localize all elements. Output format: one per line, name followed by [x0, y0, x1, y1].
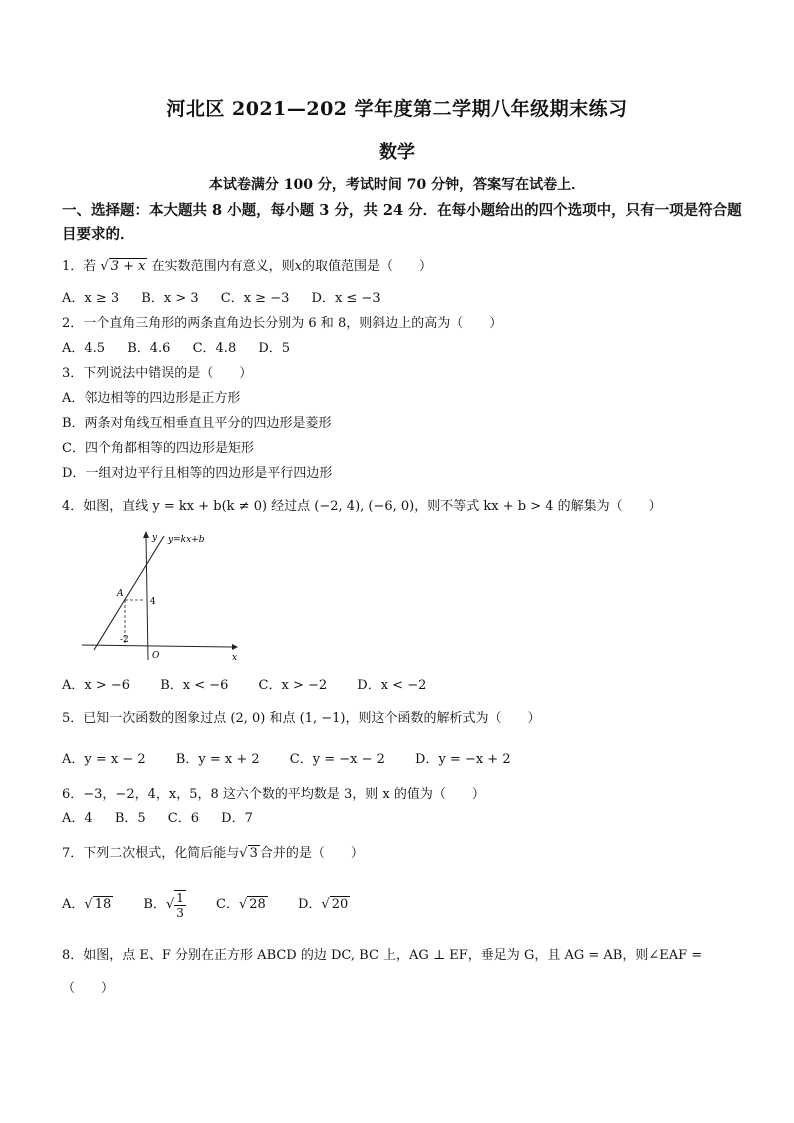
- question-4-stem: 4．如图，直线 y = kx + b(k ≠ 0) 经过点 (−2, 4), (−6, 0)，则不等式 kx + b > 4 的解集为（ ）: [62, 499, 662, 514]
- q1-radicand: 3 + x: [110, 259, 146, 274]
- option-a[interactable]: A．x > −6: [62, 678, 131, 693]
- option-a[interactable]: A．4.5: [62, 341, 106, 356]
- denominator: 3: [176, 905, 184, 920]
- option-d[interactable]: D．y = −x + 2: [415, 752, 511, 767]
- question-5-options: [62, 751, 529, 769]
- question-2-stem: 2．一个直角三角形的两条直角边长分别为 6 和 8，则斜边上的高为（ ）: [62, 316, 503, 331]
- q1-suffix: 在实数范围内有意义，则: [151, 259, 295, 274]
- option-d[interactable]: D．x < −2: [357, 678, 427, 693]
- y-axis-line: [146, 536, 148, 660]
- option-a-radicand: 18: [94, 897, 112, 912]
- question-1-stem: [62, 258, 432, 276]
- question-6-stem: 6．−3，−2，4，x，5，8 这六个数的平均数是 3，则 x 的值为（ ）: [62, 787, 485, 802]
- y-axis-arrow: [143, 531, 149, 538]
- option-d[interactable]: D．一组对边平行且相等的四边形是平行四边形: [62, 466, 333, 481]
- option-a[interactable]: A．x ≥ 3: [62, 291, 120, 306]
- option-b[interactable]: B．x < −6: [160, 678, 229, 693]
- x-axis-line: [82, 645, 232, 647]
- question-7-stem: [62, 845, 364, 863]
- q7-prefix: 7．下列二次根式，化简后能与: [62, 846, 240, 861]
- option-d[interactable]: D．5: [258, 341, 291, 356]
- section-heading: 一、选择题：本大题共 8 小题，每小题 3 分，共 24 分．在每小题给出的四个选项中，只有一项是符合题目要求的．: [62, 202, 742, 243]
- question-7-options: [62, 888, 368, 922]
- option-c[interactable]: C．y = −x − 2: [289, 752, 385, 767]
- option-letter: D．: [297, 897, 322, 912]
- q1-prefix: 1．若: [62, 259, 97, 274]
- question-6-options: [62, 810, 271, 828]
- option-letter: C．: [216, 897, 239, 912]
- x-tick-label: -2: [120, 635, 129, 645]
- q7-radicand: 3: [249, 846, 258, 861]
- exam-notice: 本试卷满分 100 分，考试时间 70 分钟，答案写在试卷上．: [208, 177, 586, 193]
- option-b[interactable]: B．4.6: [127, 341, 171, 356]
- option-b[interactable]: B．两条对角线互相垂直且平分的四边形是菱形: [62, 416, 332, 431]
- numerator: 1: [176, 890, 184, 905]
- option-b[interactable]: B．5: [114, 811, 146, 826]
- graph-line: [94, 536, 164, 650]
- fraction: [174, 890, 186, 920]
- question-3-stem: 3．下列说法中错误的是（ ）: [62, 366, 253, 381]
- exam-subject: 数学: [379, 142, 415, 163]
- line-label: y=kx+b: [168, 535, 205, 545]
- x-axis-arrow: [232, 644, 238, 650]
- option-letter: B．: [143, 897, 166, 912]
- y-axis-label: y: [152, 533, 158, 543]
- y-tick-label: 4: [150, 597, 156, 607]
- question-4-options: [62, 677, 444, 695]
- point-label: A: [117, 589, 124, 599]
- sqrt-symbol: √: [100, 259, 109, 274]
- option-d[interactable]: D．7: [221, 811, 253, 826]
- x-axis-label: x: [232, 653, 238, 663]
- option-c[interactable]: C．x > −2: [258, 678, 328, 693]
- option-c[interactable]: C．x ≥ −3: [220, 291, 290, 306]
- question-5-stem: 5．已知一次函数的图象过点 (2, 0) 和点 (1, −1)，则这个函数的解析式为（ ）: [62, 711, 541, 726]
- option-a[interactable]: A．4: [62, 811, 93, 826]
- option-c[interactable]: C．四个角都相等的四边形是矩形: [62, 441, 254, 456]
- question-8-stem: 8．如图，点 E、F 分别在正方形 ABCD 的边 DC, BC 上，AG ⊥ EF，垂足为 G，且 AG = AB，则∠EAF =: [62, 948, 703, 963]
- question-1-options: [62, 290, 399, 308]
- option-b[interactable]: B．x > 3: [141, 291, 199, 306]
- option-c[interactable]: C．6: [167, 811, 199, 826]
- option-b[interactable]: B．y = x + 2: [175, 752, 260, 767]
- option-d[interactable]: D．√ 20: [297, 897, 349, 912]
- option-a[interactable]: A．邻边相等的四边形是正方形: [62, 391, 241, 406]
- q1-suffix2: 的取值范围是（ ）: [301, 259, 432, 274]
- q7-suffix: 合并的是（ ）: [259, 846, 364, 861]
- option-b[interactable]: B．√ $\frac{1}{3}$: [143, 890, 184, 920]
- question-2-options: [62, 340, 308, 358]
- question-8-answer-blank: （ ）: [62, 981, 115, 996]
- option-d-radicand: 20: [331, 897, 349, 912]
- origin-label: O: [152, 651, 160, 661]
- exam-title: 河北区 2021—202 学年度第二学期八年级期末练习: [166, 98, 628, 120]
- option-a[interactable]: A．√ 18: [62, 897, 112, 912]
- option-c-radicand: 28: [249, 897, 266, 912]
- q1-var: x: [294, 259, 302, 274]
- question-4-figure: [82, 528, 242, 668]
- option-letter: A．: [62, 897, 85, 912]
- option-c[interactable]: C．4.8: [192, 341, 237, 356]
- option-a[interactable]: A．y = x − 2: [62, 752, 146, 767]
- option-c[interactable]: C．√ 28: [216, 897, 266, 912]
- option-d[interactable]: D．x ≤ −3: [311, 291, 381, 306]
- sqrt-symbol: √: [239, 846, 248, 861]
